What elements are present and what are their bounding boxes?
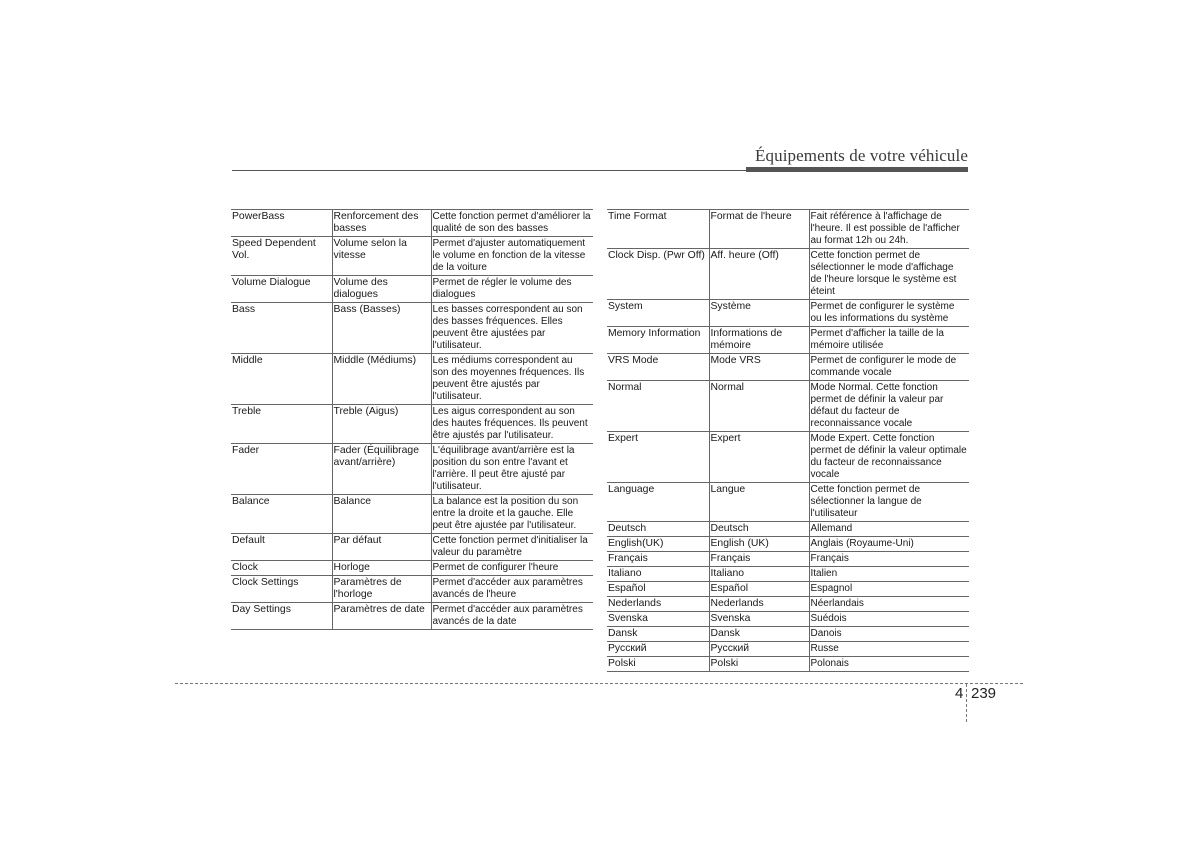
- option-description-cell: Cette fonction permet de sélectionner la langue de l'utilisateur: [809, 483, 969, 522]
- option-label-cell: Balance: [332, 495, 431, 534]
- page-header: [232, 143, 968, 173]
- option-label-cell: Middle (Médiums): [332, 354, 431, 405]
- option-description-cell: Permet d'ajuster automatiquement le volume en fonction de la vitesse de la voiture: [431, 237, 593, 276]
- option-label-cell: Volume selon la vitesse: [332, 237, 431, 276]
- option-label-cell: Fader (Équilibrage avant/arrière): [332, 444, 431, 495]
- option-description-cell: Cette fonction permet d'initialiser la valeur du paramètre: [431, 534, 593, 561]
- option-label-cell: Nederlands: [709, 597, 809, 612]
- option-label-cell: Renforcement des basses: [332, 210, 431, 237]
- option-label-cell: Deutsch: [709, 522, 809, 537]
- left-table-body: [231, 210, 593, 630]
- option-label-cell: Par défaut: [332, 534, 431, 561]
- table-row: [607, 567, 969, 582]
- table-row: [607, 327, 969, 354]
- option-label-cell: Informations de mémoire: [709, 327, 809, 354]
- option-description-cell: L'équilibrage avant/arrière est la position du son entre l'avant et l'arrière. Il peut être ajusté par l'utilisateur.: [431, 444, 593, 495]
- right-table-body: [607, 210, 969, 672]
- option-description-cell: Les médiums correspondent au son des moyennes fréquences. Ils peuvent être ajustés par l'utilisateur.: [431, 354, 593, 405]
- option-label-cell: Système: [709, 300, 809, 327]
- option-description-cell: Danois: [809, 627, 969, 642]
- option-description-cell: Espagnol: [809, 582, 969, 597]
- option-description-cell: Permet d'accéder aux paramètres avancés de l'heure: [431, 576, 593, 603]
- table-row: [607, 522, 969, 537]
- page-title: Équipements de votre véhicule: [755, 146, 968, 165]
- option-description-cell: Suédois: [809, 612, 969, 627]
- audio-settings-table: [231, 209, 593, 630]
- table-row: [231, 405, 593, 444]
- option-name-cell: Bass: [231, 303, 332, 354]
- option-name-cell: Dansk: [607, 627, 709, 642]
- option-description-cell: Permet d'accéder aux paramètres avancés de la date: [431, 603, 593, 630]
- table-row: [231, 603, 593, 630]
- option-description-cell: La balance est la position du son entre la droite et la gauche. Elle peut être ajustée par l'utilisateur.: [431, 495, 593, 534]
- option-description-cell: Français: [809, 552, 969, 567]
- option-name-cell: Clock Settings: [231, 576, 332, 603]
- option-label-cell: Polski: [709, 657, 809, 672]
- table-row: [231, 354, 593, 405]
- option-description-cell: Permet d'afficher la taille de la mémoire utilisée: [809, 327, 969, 354]
- table-row: [607, 552, 969, 567]
- option-name-cell: Time Format: [607, 210, 709, 249]
- option-label-cell: Treble (Aigus): [332, 405, 431, 444]
- table-row: [231, 495, 593, 534]
- option-label-cell: Langue: [709, 483, 809, 522]
- table-row: [231, 444, 593, 495]
- option-label-cell: Español: [709, 582, 809, 597]
- option-name-cell: Clock Disp. (Pwr Off): [607, 249, 709, 300]
- option-name-cell: Expert: [607, 432, 709, 483]
- option-name-cell: Nederlands: [607, 597, 709, 612]
- footer-rule: [175, 683, 1023, 684]
- table-row: [607, 582, 969, 597]
- table-row: [607, 483, 969, 522]
- option-description-cell: Anglais (Royaume-Uni): [809, 537, 969, 552]
- table-row: [231, 303, 593, 354]
- table-row: [607, 249, 969, 300]
- option-label-cell: Dansk: [709, 627, 809, 642]
- option-name-cell: Normal: [607, 381, 709, 432]
- option-description-cell: Mode Expert. Cette fonction permet de définir la valeur optimale du facteur de reconnaissance vocale: [809, 432, 969, 483]
- option-name-cell: English(UK): [607, 537, 709, 552]
- header-accent-bar: [746, 167, 968, 172]
- option-name-cell: Deutsch: [607, 522, 709, 537]
- option-description-cell: Les basses correspondent au son des basses fréquences. Elles peuvent être ajustées par l'utilisateur.: [431, 303, 593, 354]
- table-row: [607, 657, 969, 672]
- option-label-cell: Normal: [709, 381, 809, 432]
- option-description-cell: Les aigus correspondent au son des hautes fréquences. Ils peuvent être ajustés par l'utilisateur.: [431, 405, 593, 444]
- option-label-cell: Aff. heure (Off): [709, 249, 809, 300]
- table-row: [231, 534, 593, 561]
- option-label-cell: Svenska: [709, 612, 809, 627]
- option-name-cell: Italiano: [607, 567, 709, 582]
- table-row: [607, 612, 969, 627]
- option-name-cell: Treble: [231, 405, 332, 444]
- option-description-cell: Russe: [809, 642, 969, 657]
- option-description-cell: Mode Normal. Cette fonction permet de définir la valeur par défaut du facteur de reconnaissance vocale: [809, 381, 969, 432]
- option-name-cell: VRS Mode: [607, 354, 709, 381]
- option-description-cell: Néerlandais: [809, 597, 969, 612]
- option-name-cell: Volume Dialogue: [231, 276, 332, 303]
- option-label-cell: Bass (Basses): [332, 303, 431, 354]
- option-label-cell: Русский: [709, 642, 809, 657]
- option-label-cell: English (UK): [709, 537, 809, 552]
- option-label-cell: Horloge: [332, 561, 431, 576]
- option-name-cell: Svenska: [607, 612, 709, 627]
- option-name-cell: System: [607, 300, 709, 327]
- table-row: [231, 561, 593, 576]
- option-name-cell: Day Settings: [231, 603, 332, 630]
- option-name-cell: Default: [231, 534, 332, 561]
- system-settings-table: [607, 209, 969, 672]
- table-row: [231, 276, 593, 303]
- option-name-cell: Balance: [231, 495, 332, 534]
- table-row: [607, 597, 969, 612]
- option-label-cell: Mode VRS: [709, 354, 809, 381]
- option-name-cell: Español: [607, 582, 709, 597]
- option-description-cell: Permet de configurer le mode de commande vocale: [809, 354, 969, 381]
- option-label-cell: Italiano: [709, 567, 809, 582]
- option-name-cell: Language: [607, 483, 709, 522]
- table-row: [231, 576, 593, 603]
- option-description-cell: Cette fonction permet d'améliorer la qualité de son des basses: [431, 210, 593, 237]
- option-description-cell: Allemand: [809, 522, 969, 537]
- option-label-cell: Expert: [709, 432, 809, 483]
- page-number-divider: [966, 684, 967, 722]
- option-name-cell: Memory Information: [607, 327, 709, 354]
- table-row: [231, 210, 593, 237]
- option-label-cell: Volume des dialogues: [332, 276, 431, 303]
- table-row: [607, 210, 969, 249]
- option-name-cell: Русский: [607, 642, 709, 657]
- chapter-number: 4: [955, 685, 964, 702]
- option-name-cell: Speed Dependent Vol.: [231, 237, 332, 276]
- option-name-cell: Clock: [231, 561, 332, 576]
- option-name-cell: Polski: [607, 657, 709, 672]
- option-description-cell: Cette fonction permet de sélectionner le mode d'affichage de l'heure lorsque le système est éteint: [809, 249, 969, 300]
- option-description-cell: Italien: [809, 567, 969, 582]
- option-description-cell: Polonais: [809, 657, 969, 672]
- option-label-cell: Paramètres de date: [332, 603, 431, 630]
- table-row: [231, 237, 593, 276]
- option-name-cell: PowerBass: [231, 210, 332, 237]
- option-name-cell: Middle: [231, 354, 332, 405]
- option-label-cell: Paramètres de l'horloge: [332, 576, 431, 603]
- option-description-cell: Permet de configurer l'heure: [431, 561, 593, 576]
- table-row: [607, 537, 969, 552]
- table-row: [607, 627, 969, 642]
- page-number-value: 239: [971, 685, 997, 702]
- option-name-cell: Français: [607, 552, 709, 567]
- table-row: [607, 432, 969, 483]
- option-label-cell: Français: [709, 552, 809, 567]
- option-name-cell: Fader: [231, 444, 332, 495]
- table-row: [607, 300, 969, 327]
- option-description-cell: Fait référence à l'affichage de l'heure. Il est possible de l'afficher au format 12h ou 24h.: [809, 210, 969, 249]
- table-row: [607, 354, 969, 381]
- table-row: [607, 381, 969, 432]
- option-description-cell: Permet de régler le volume des dialogues: [431, 276, 593, 303]
- option-label-cell: Format de l'heure: [709, 210, 809, 249]
- table-row: [607, 642, 969, 657]
- option-description-cell: Permet de configurer le système ou les informations du système: [809, 300, 969, 327]
